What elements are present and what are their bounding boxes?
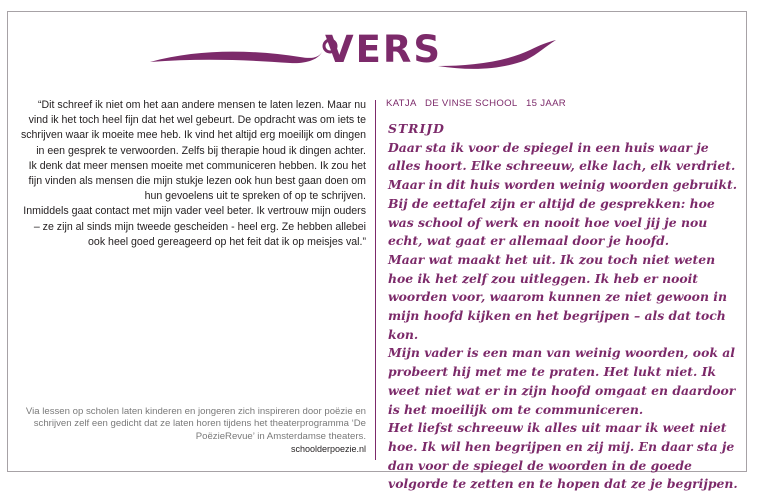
- poem: [388, 120, 740, 494]
- header: [0, 0, 758, 90]
- author-meta: [386, 98, 566, 109]
- author-name: KATJA: [386, 98, 417, 109]
- page-title: VERS: [325, 28, 443, 71]
- author-age: 15 JAAR: [526, 98, 567, 109]
- footer-note: [20, 406, 366, 456]
- quote-paragraph: Ik denk dat meer mensen moeite met communiceren hebben. Ik zou het fijn vinden als mensen die mijn stukje lezen ook hun best gaan doen om hun gevoelens uit te spreken of op te schrijven.: [28, 159, 366, 203]
- poem-text: Daar sta ik voor de spiegel in een huis waar je alles hoort. Elke schreeuw, elke lach, elk verdriet. Maar in dit huis worden weinig woorden gebruikt. Bij de eettafel zijn er altijd de gesprekken: hoe was school of werk en nooit hoe voel jij je nou echt, wat gaat er allemaal door je hoofd. Maar wat maakt het uit. Ik zou toch niet weten hoe ik het zelf zou uitleggen. Ik heb er nooit woorden voor, waarom kunnen ze niet gewoon in mijn hoofd kijken en het begrijpen – als dat toch kon. Mijn vader is een man van weinig woorden, ook al probeert hij met me te praten. Het lukt niet. Ik weet niet wat er in zijn hoofd omgaat en daardoor is het moeilijk om te communiceren. Het liefst schreeuw ik alles uit maar ik weet niet hoe. Ik wil hen begrijpen en zij mij. En daar sta je dan voor de spiegel de woorden in de goede volgorde te zetten en te hopen dat ze je begrijpen.: [388, 139, 738, 492]
- quote-paragraph: “Dit schreef ik niet om het aan andere mensen te laten lezen. Maar nu vind ik het toch heel fijn dat het wel gebeurt. De opdracht was om iets te schrijven waar ik moeite mee heb. Ik vind het altijd erg moeilijk om dingen in een gesprek te verwoorden. Zelfs bij therapie houd ik dingen achter.: [20, 99, 366, 157]
- footer-site-link[interactable]: schoolderpoezie.nl: [290, 444, 366, 455]
- column-divider: [375, 100, 376, 460]
- poem-title: STRIJD: [388, 121, 445, 136]
- quote-paragraph: Inmiddels gaat contact met mijn vader veel beter. Ik vertrouw mijn ouders – ze zijn al sinds mijn tweede gescheiden - heel erg. Ze hebben allebei ook heel goed gereageerd op het feit dat ik op meisjes val.”: [23, 205, 366, 248]
- author-school: DE VINSE SCHOOL: [425, 98, 518, 109]
- student-quote: [20, 98, 366, 250]
- footer-text: Via lessen op scholen laten kinderen en jongeren zich inspireren door poëzie en schrijven zelf een gedicht dat ze laten horen tijdens het theaterprogramma ‘De PoëzieRevue’ in Amsterdamse theaters.: [25, 406, 366, 442]
